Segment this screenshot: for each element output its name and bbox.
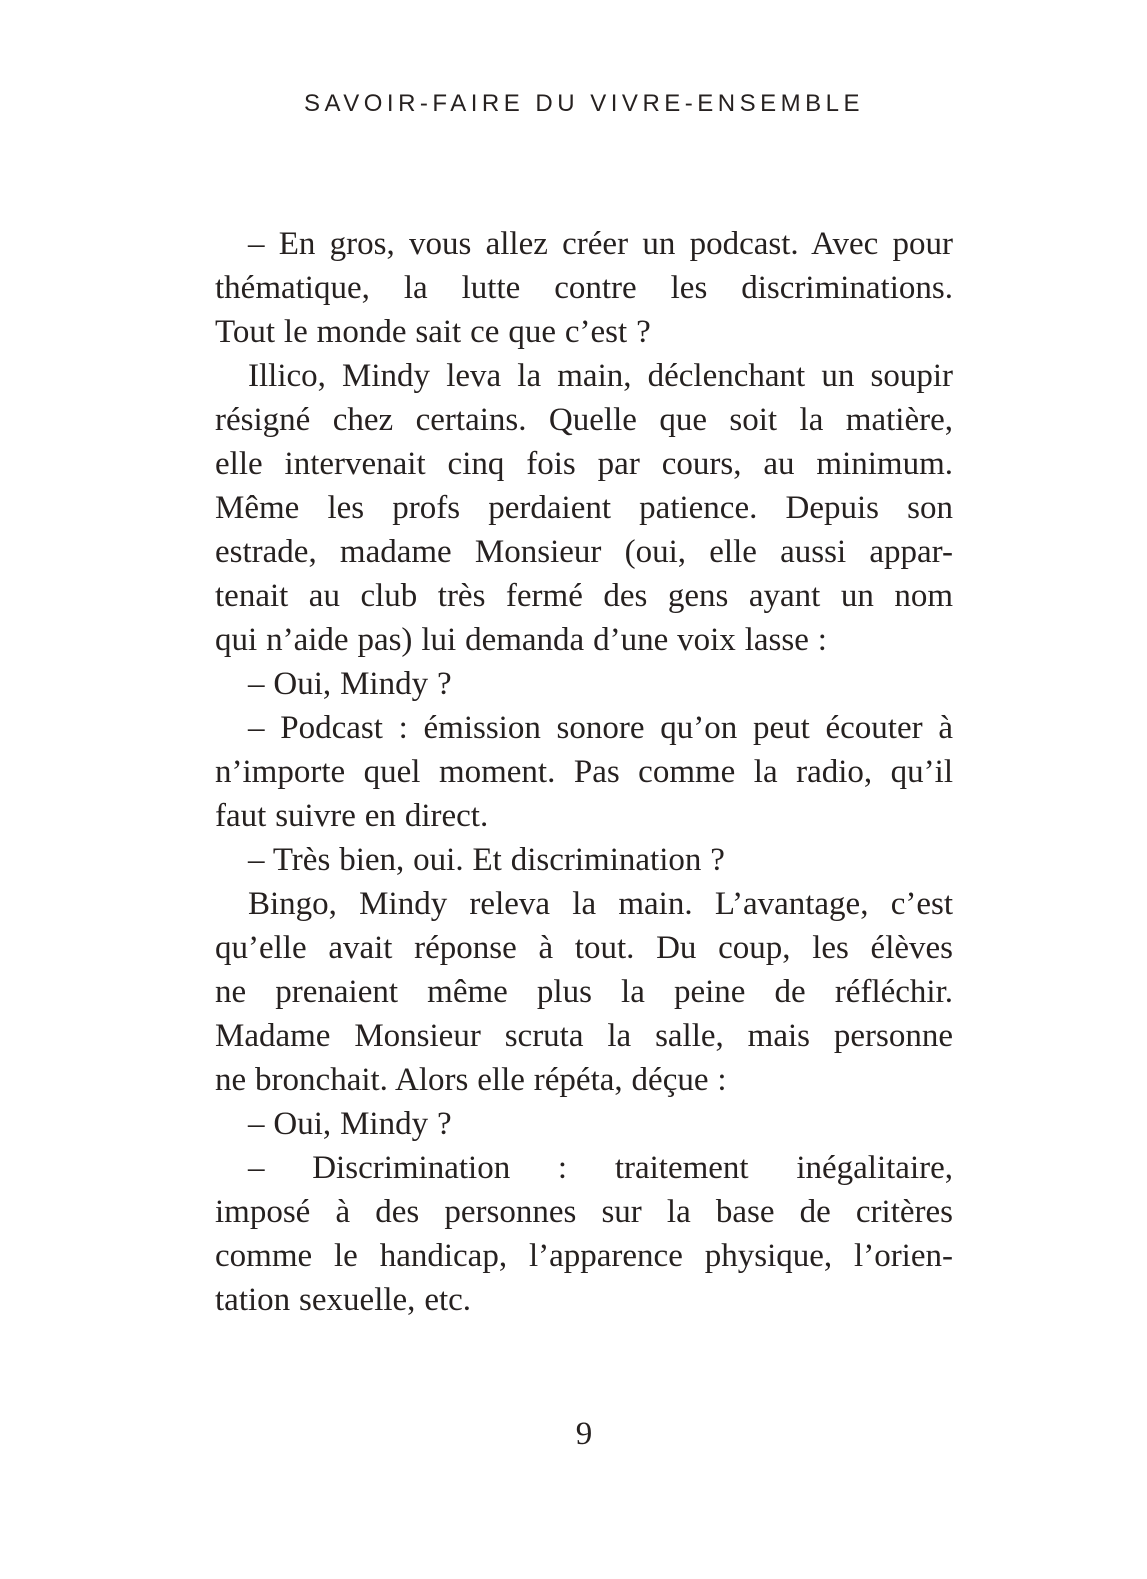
text-line: ne prenaient même plus la peine de réfléchir. bbox=[215, 974, 953, 1010]
text-line: – Oui, Mindy ? bbox=[248, 666, 452, 702]
text-line: imposé à des personnes sur la base de critères bbox=[215, 1194, 953, 1230]
text-line: – Podcast : émission sonore qu’on peut écouter à bbox=[248, 710, 953, 746]
text-line: faut suivre en direct. bbox=[215, 798, 489, 834]
running-header: SAVOIR-FAIRE DU VIVRE-ENSEMBLE bbox=[304, 90, 864, 117]
text-line: elle intervenait cinq fois par cours, au minimum. bbox=[215, 446, 953, 482]
text-line: Illico, Mindy leva la main, déclenchant un soupir bbox=[248, 358, 953, 394]
text-line: Madame Monsieur scruta la salle, mais personne bbox=[215, 1018, 953, 1054]
text-line: comme le handicap, l’apparence physique, l’orien- bbox=[215, 1238, 953, 1274]
text-line: n’importe quel moment. Pas comme la radio, qu’il bbox=[215, 754, 953, 790]
text-line: tation sexuelle, etc. bbox=[215, 1282, 472, 1318]
text-line: Bingo, Mindy releva la main. L’avantage, c’est bbox=[248, 886, 953, 922]
text-line: qu’elle avait réponse à tout. Du coup, les élèves bbox=[215, 930, 953, 966]
text-line: tenait au club très fermé des gens ayant un nom bbox=[215, 578, 953, 614]
body-text bbox=[215, 222, 953, 1322]
text-line: Tout le monde sait ce que c’est ? bbox=[215, 314, 651, 350]
text-line: – En gros, vous allez créer un podcast. Avec pour bbox=[248, 226, 953, 262]
text-line: – Oui, Mindy ? bbox=[248, 1106, 452, 1142]
text-line: résigné chez certains. Quelle que soit la matière, bbox=[215, 402, 953, 438]
text-line: thématique, la lutte contre les discriminations. bbox=[215, 270, 953, 306]
text-line: ne bronchait. Alors elle répéta, déçue : bbox=[215, 1062, 727, 1098]
text-line: estrade, madame Monsieur (oui, elle aussi appar- bbox=[215, 534, 953, 570]
text-line: Même les profs perdaient patience. Depuis son bbox=[215, 490, 953, 526]
page-number: 9 bbox=[575, 1416, 593, 1452]
text-line: – Très bien, oui. Et discrimination ? bbox=[248, 842, 725, 878]
text-line: – Discrimination : traitement inégalitaire, bbox=[248, 1150, 953, 1186]
text-line: qui n’aide pas) lui demanda d’une voix lasse : bbox=[215, 622, 827, 658]
